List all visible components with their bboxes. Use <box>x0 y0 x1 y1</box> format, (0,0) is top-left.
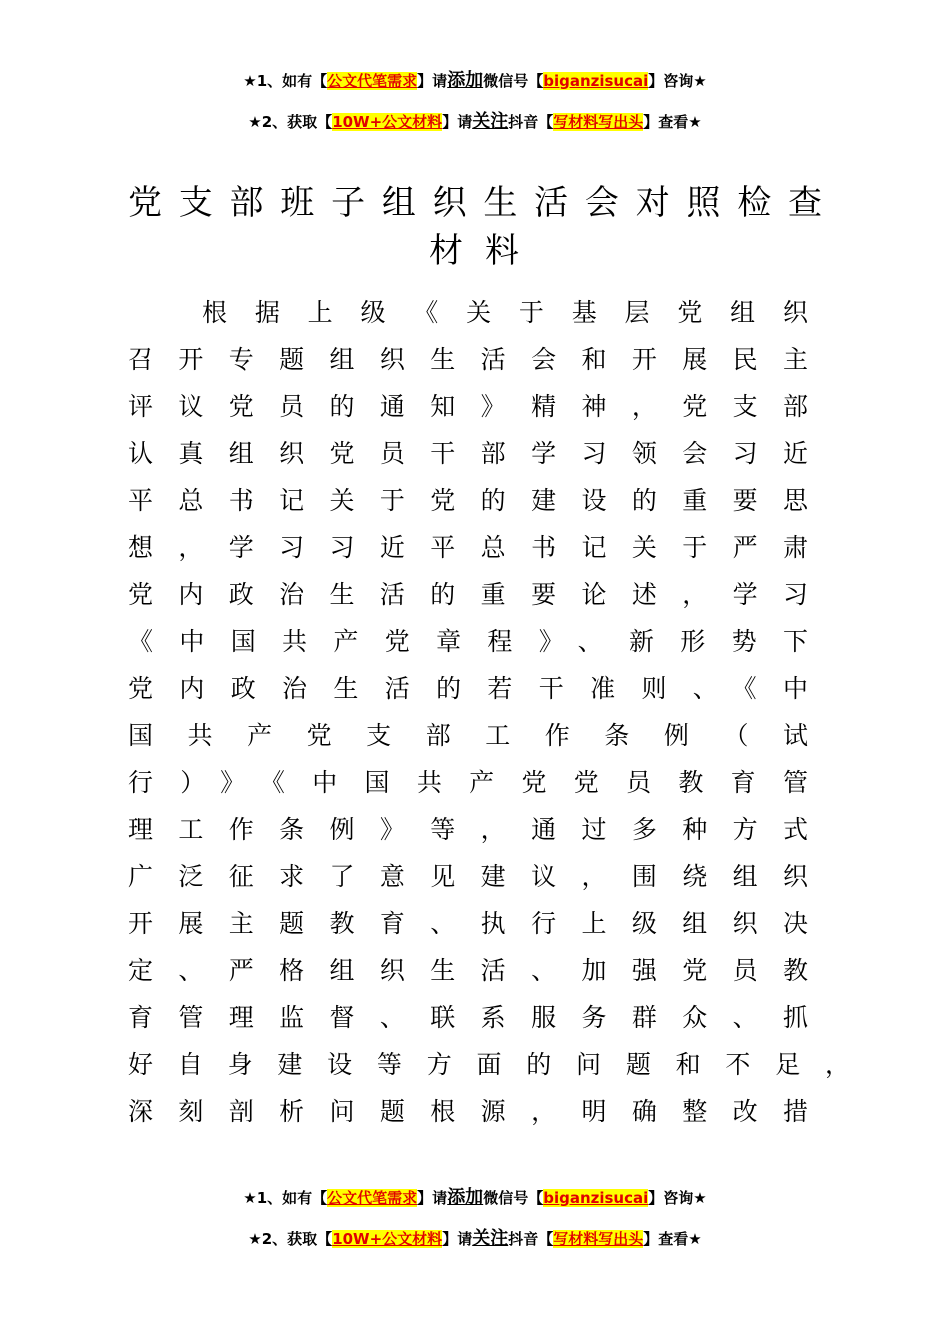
banner-highlight: 写材料写出头 <box>553 1230 644 1248</box>
document-title: 材料 <box>429 231 519 271</box>
top-banner-line-2 <box>0 111 950 133</box>
banner-highlight: 公文代笔需求 <box>327 1189 418 1207</box>
banner-highlight: 写材料写出头 <box>553 113 644 131</box>
body-line: 党内政治生活的若干准则、《中 <box>128 674 808 703</box>
bottom-banner-line-2 <box>0 1228 950 1250</box>
body-line: 评议党员的通知》精神，党支部 <box>128 392 808 421</box>
body-line: 行）》《中国共产党党员教育管 <box>128 768 808 797</box>
banner-emphasis: 关注 <box>472 1228 509 1249</box>
body-line: 根据上级《关于基层党组织 <box>202 298 808 327</box>
banner-text: 】请 <box>442 113 473 131</box>
banner-text: ★2、获取【 <box>248 1230 333 1248</box>
body-line: 党内政治生活的重要论述，学习 <box>128 580 808 609</box>
banner-text: 】查看★ <box>643 113 702 131</box>
document-title: 党支部班子组织生活会对照检查 <box>128 183 822 223</box>
top-banner-line-1 <box>0 70 950 92</box>
body-line: 召开专题组织生活会和开展民主 <box>128 345 808 374</box>
banner-highlight: 10W+公文材料 <box>332 113 443 131</box>
banner-text: 】请 <box>417 72 448 90</box>
banner-text: ★2、获取【 <box>248 113 333 131</box>
banner-text: 抖音【 <box>508 1230 554 1248</box>
banner-text: 】请 <box>442 1230 473 1248</box>
body-line: 《中国共产党章程》、新形势下 <box>128 627 808 656</box>
banner-highlight: biganzisucai <box>543 72 649 90</box>
body-line: 定、严格组织生活、加强党员教 <box>128 956 808 985</box>
banner-text: 】请 <box>417 1189 448 1207</box>
bottom-banner-line-1 <box>0 1187 950 1209</box>
banner-text: ★1、如有【 <box>243 1189 328 1207</box>
banner-text: 抖音【 <box>508 113 554 131</box>
banner-emphasis: 添加 <box>447 70 484 91</box>
body-line: 平总书记关于党的建设的重要思 <box>128 486 808 515</box>
body-line: 国共产党支部工作条例（试 <box>128 721 808 750</box>
banner-highlight: 公文代笔需求 <box>327 72 418 90</box>
banner-text: 】咨询★ <box>648 72 707 90</box>
banner-text: 】查看★ <box>643 1230 702 1248</box>
body-line: 认真组织党员干部学习领会习近 <box>128 439 808 468</box>
body-line: 育管理监督、联系服务群众、抓 <box>128 1003 808 1032</box>
body-line: 广泛征求了意见建议，围绕组织 <box>128 862 808 891</box>
banner-emphasis: 添加 <box>447 1187 484 1208</box>
banner-text: ★1、如有【 <box>243 72 328 90</box>
banner-highlight: biganzisucai <box>543 1189 649 1207</box>
banner-emphasis: 关注 <box>472 111 509 132</box>
banner-text: 微信号【 <box>483 72 544 90</box>
banner-highlight: 10W+公文材料 <box>332 1230 443 1248</box>
banner-text: 】咨询★ <box>648 1189 707 1207</box>
body-line: 好自身建设等方面的问题和不足， <box>128 1050 850 1079</box>
banner-text: 微信号【 <box>483 1189 544 1207</box>
body-line: 理工作条例》等，通过多种方式 <box>128 815 808 844</box>
body-line: 深刻剖析问题根源，明确整改措 <box>128 1097 808 1126</box>
body-line: 开展主题教育、执行上级组织决 <box>128 909 808 938</box>
body-line: 想，学习习近平总书记关于严肃 <box>128 533 808 562</box>
